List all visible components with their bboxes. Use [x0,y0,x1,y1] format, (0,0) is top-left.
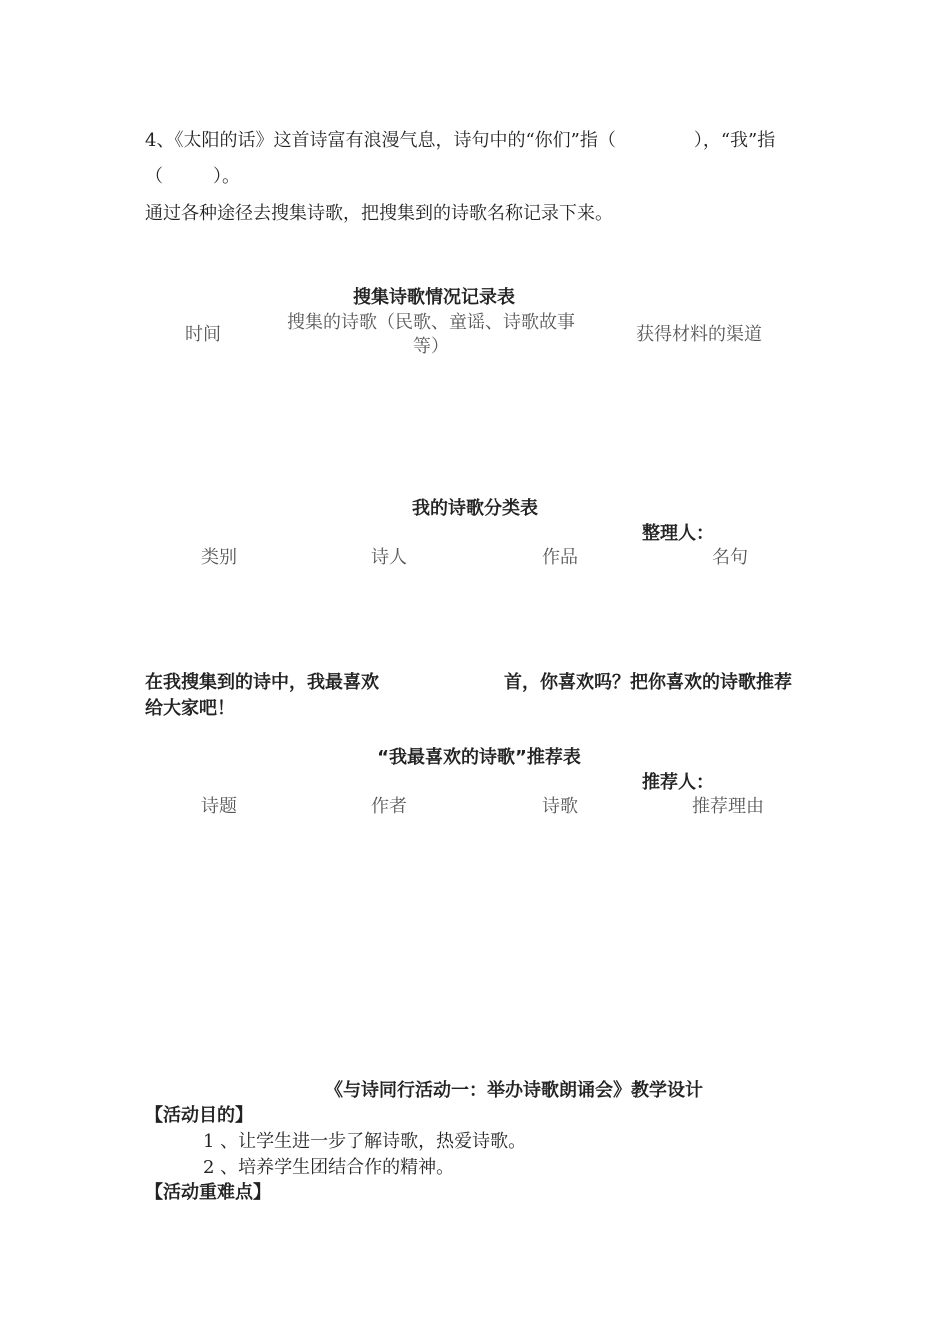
question-4-line2 [145,162,240,188]
question-4-text-c: （ [145,166,163,187]
favorite-line1-a: 在我搜集到的诗中，我最喜欢 [145,672,379,693]
collect-table-title: 搜集诗歌情况记录表 [353,287,515,308]
classify-table-title: 我的诗歌分类表 [412,498,538,519]
instruction-text: 通过各种途径去搜集诗歌，把搜集到的诗歌名称记录下来。 [145,203,613,224]
question-4-line1 [145,126,775,152]
favorite-line2: 给大家吧！ [145,698,235,719]
section-activity-key-points: 【活动重难点】 [145,1182,271,1203]
recommend-header-title: 诗题 [201,796,237,817]
question-4-text-b: ），“我”指 [693,130,776,151]
favorite-line1-b: 首，你喜欢吗？把你喜欢的诗歌推荐 [504,672,792,693]
recommender-label: 推荐人： [642,772,714,793]
collect-header-time: 时间 [185,324,221,345]
recommend-header-author: 作者 [371,796,407,817]
design-title: 《与诗同行活动一：举办诗歌朗诵会》教学设计 [325,1080,703,1101]
organizer-label: 整理人： [642,523,714,544]
classify-header-quote: 名句 [712,547,748,568]
classify-header-work: 作品 [542,547,578,568]
classify-header-poet: 诗人 [371,547,407,568]
recommend-table-title: “我最喜欢的诗歌”推荐表 [377,747,581,768]
purpose-item-2: 2 、培养学生团结合作的精神。 [203,1157,455,1178]
collect-header-poems-cont: 等） [413,336,449,357]
section-activity-purpose: 【活动目的】 [145,1105,253,1126]
question-4-text-a: 4、《太阳的话》这首诗富有浪漫气息，诗句中的“你们”指（ [145,130,616,151]
classify-header-category: 类别 [201,547,237,568]
collect-header-poems: 搜集的诗歌（民歌、童谣、诗歌故事 [287,312,575,333]
collect-header-source: 获得材料的渠道 [636,324,762,345]
recommend-header-poem: 诗歌 [542,796,578,817]
question-4-text-d: ）。 [213,166,240,187]
purpose-item-1: 1 、让学生进一步了解诗歌，热爱诗歌。 [203,1131,527,1152]
recommend-header-reason: 推荐理由 [692,796,764,817]
